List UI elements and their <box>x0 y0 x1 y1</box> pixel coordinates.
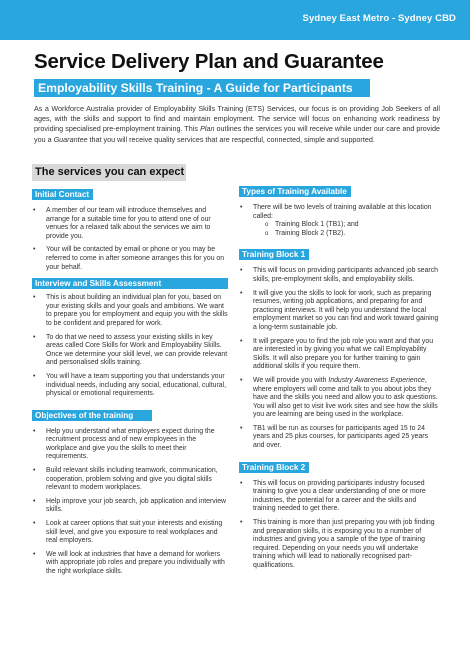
list-item: • This will focus on providing participants advanced job search skills, pre-employment skills, and employability skills. <box>240 267 438 283</box>
list-item: • TB1 will be run as courses for participants aged 15 to 24 years and 25 plus courses, for participants aged 25 years and over. <box>240 424 429 450</box>
left-column <box>32 184 228 583</box>
types-sublist <box>253 221 439 238</box>
list-item: • Your will be contacted by email or phone or you may be referred to come in after someone arranges this for you on your behalf. <box>33 246 225 271</box>
list-item: • It will give you the skills to look for work, such as preparing resumes, writing job applications, and preparing for and practicing interviews. It will help you understand the local employment market so you can find and work toward gaining a long-term sustainable job. <box>240 289 439 331</box>
org-label: Sydney East Metro - Sydney CBD <box>302 13 456 24</box>
list-item: • It will prepare you to find the job role you want and that you are interested in by giving you what we call Employability Skills. It will also prepare you for further training to gain additional skills if you require them. <box>240 337 434 371</box>
list-item: • This will focus on providing participants industry focused training to give you a clear understanding of one or more industries, the potential for a career and the skills and training needed to get there. <box>240 479 426 513</box>
page-title: Service Delivery Plan and Guarantee <box>34 50 384 73</box>
types-list <box>239 204 439 238</box>
list-item: • Build relevant skills including teamwork, communication, cooperation, problem solving and give you digital skills relevant to modern workplaces. <box>33 467 218 492</box>
list-item: • This training is more than just preparing you with job finding and preparation skills, it is exposing you to a number of industries and giving you a sample of the type of training required. Depending on your needs you will undertake training which will lead to nationally recognised part-qualifications. <box>240 519 435 569</box>
objectives-list <box>32 428 228 577</box>
block2-list <box>239 480 439 571</box>
sub-list-item: o Training Block 1 (TB1); and <box>265 221 359 229</box>
list-item: • To do that we need to assess your existing skills in key areas called Core Skills for Work and Employability Skills. Once we determine your skill level, we can provide relevant and personalised skills training. <box>33 333 228 367</box>
list-item: • We will provide you with Industry Awareness Experience, where employers will come and talk to you about jobs they have and the skills you need and allow you to ask questions. You will also get to visit live work sites and see how the skills you are learning are being used in the workplace. <box>240 376 438 419</box>
block1-list <box>239 267 439 450</box>
intro-paragraph: As a Workforce Australia provider of Employability Skills Training (ETS) Services, our focus is on providing Job Seekers of all ages, with the skills and support to find and maintain employment. The service will focus on enhancing work readiness by providing specialised pre-employment training. This Plan outlines the services you will receive while under our care and provide you a Guarantee that you will receive quality services that are respectful, connected, simple and supported. <box>34 104 440 144</box>
subtitle-banner: Employability Skills Training - A Guide for Participants <box>34 79 370 97</box>
services-heading: The services you can expect <box>32 164 186 181</box>
section-heading-block1: Training Block 1 <box>239 249 309 260</box>
interview-list <box>32 294 228 399</box>
section-heading-interview: Interview and Skills Assessment <box>32 278 228 289</box>
header-bar <box>0 0 470 40</box>
section-heading-block2: Training Block 2 <box>239 462 309 473</box>
list-item: • A member of our team will introduce themselves and arrange for a suitable time for you to attend one of our venues for a relaxed talk about the services we aim to provide you. <box>33 207 211 240</box>
list-item: • We will look at industries that have a demand for workers with appropriate job roles and prepare you individually with the right workplace skills. <box>33 550 225 575</box>
list-item: • Look at career options that suit your interests and existing skill level, and give you exposure to real workplaces and real employers. <box>33 520 223 545</box>
initial-contact-list <box>32 207 228 272</box>
right-column <box>239 181 439 577</box>
section-heading-initial-contact: Initial Contact <box>32 189 93 200</box>
list-item: • This is about building an individual plan for you, based on your existing skills and your goals and ambitions. We want to prepare you for employment and equip you with the skills to be confident and prepared for work. <box>33 294 228 327</box>
list-item: • Help improve your job search, job application and interview skills. <box>33 497 227 514</box>
section-heading-objectives: Objectives of the training <box>32 410 152 421</box>
sub-list-item: o Training Block 2 (TB2). <box>265 229 346 237</box>
list-item: • You will have a team supporting you that understands your individual needs, including any social, educational, cultural, physical or emotional requirements. <box>33 372 227 398</box>
list-item: • Help you understand what employers expect during the recruitment process and of new employees in the workplace and give you the skills to meet their requirements. <box>33 427 215 461</box>
section-heading-types: Types of Training Available <box>239 186 351 197</box>
list-item: • There will be two levels of training available at this location called: o Training Block 1 (TB1); and o Training Block 2 (TB2). <box>239 204 439 238</box>
